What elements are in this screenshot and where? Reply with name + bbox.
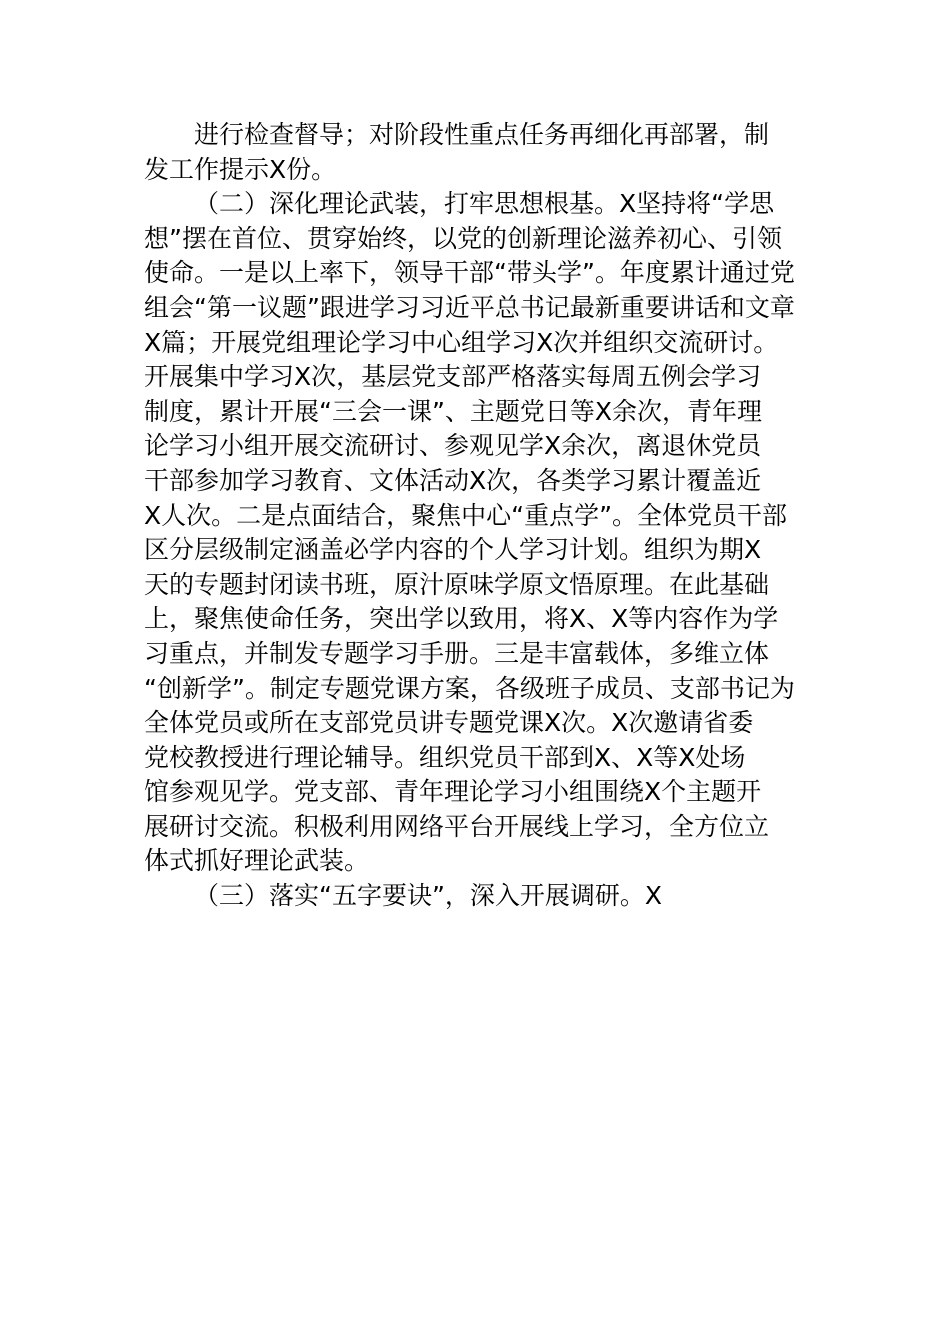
text-line: 开展集中学习X次，基层党支部严格落实每周五例会学习 <box>144 362 762 392</box>
text-line: X人次。二是点面结合，聚焦中心“重点学”。全体党员干部 <box>144 500 788 530</box>
text-line: 全体党员或所在支部党员讲专题党课X次。X次邀请省委 <box>144 708 754 738</box>
text-line: 馆参观见学。党支部、青年理论学习小组围绕X个主题开 <box>144 777 762 807</box>
text-line: 上，聚焦使命任务，突出学以致用，将X、X等内容作为学 <box>144 604 779 634</box>
text-line: （二）深化理论武装，打牢思想根基。X坚持将“学思 <box>194 189 775 219</box>
text-line: 论学习小组开展交流研讨、参观见学X余次，离退休党员 <box>144 431 762 461</box>
text-line: 进行检查督导；对阶段性重点任务再细化再部署，制 <box>194 120 770 149</box>
text-line: “创新学”。制定专题党课方案，各级班子成员、支部书记为 <box>144 673 795 703</box>
text-line: 天的专题封闭读书班，原汁原味学原文悟原理。在此基础 <box>144 569 770 599</box>
text-line: 干部参加学习教育、文体活动X次，各类学习累计覆盖近 <box>144 465 762 495</box>
body-text <box>144 118 824 914</box>
text-line: 组会“第一议题”跟进学习习近平总书记最新重要讲话和文章 <box>144 292 795 322</box>
text-line: 区分层级制定涵盖必学内容的个人学习计划。组织为期X <box>144 535 762 565</box>
text-line: 想”摆在首位、贯穿始终，以党的创新理论滋养初心、引领 <box>144 223 782 253</box>
text-line: 展研讨交流。积极利用网络平台开展线上学习，全方位立 <box>144 811 770 841</box>
text-line: 体式抓好理论武装。 <box>144 846 370 876</box>
text-line: （三）落实“五字要诀”，深入开展调研。X <box>194 881 663 911</box>
text-line: X篇；开展党组理论学习中心组学习X次并组织交流研讨。 <box>144 327 779 357</box>
text-line: 党校教授进行理论辅导。组织党员干部到X、X等X处场 <box>144 742 746 772</box>
text-line: 使命。一是以上率下，领导干部“带头学”。年度累计通过党 <box>144 258 795 288</box>
text-line: 习重点，并制发专题学习手册。三是丰富载体，多维立体 <box>144 638 770 668</box>
text-line: 发工作提示X份。 <box>144 154 337 184</box>
text-line: 制度，累计开展“三会一课”、主题党日等X余次，青年理 <box>144 396 763 426</box>
